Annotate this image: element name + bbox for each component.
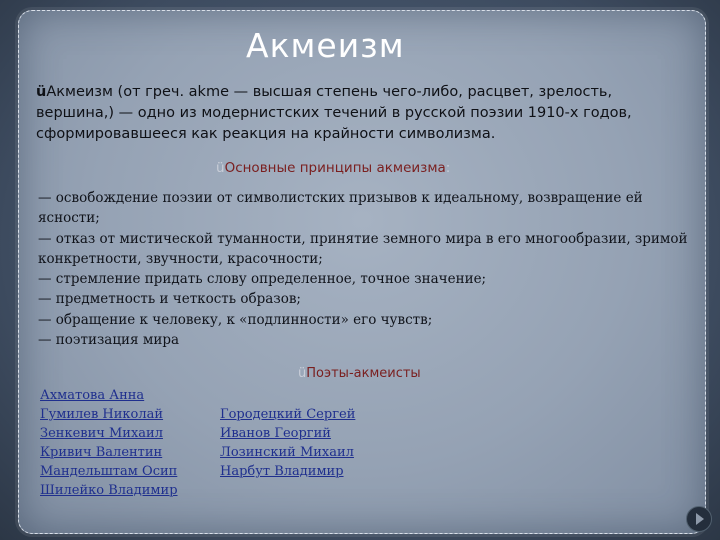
poet-item <box>40 462 178 481</box>
principles-heading-colon: : <box>445 160 451 176</box>
principles-heading <box>216 160 450 176</box>
principle-item: — отказ от мистической туманности, принятие земного мира в его многообразии, зримой конкретности, звучности, красочности; <box>38 230 688 267</box>
poets-heading <box>298 366 421 381</box>
intro-text: Акмеизм (от греч. akme — высшая степень чего-либо, расцвет, зрелость, вершина,) — одно из модернистских течений в русской поэзии 1910-х годов, сформировавшееся как реакция на крайности символизма. <box>36 84 632 142</box>
poet-link-akhmatova[interactable]: Ахматова Анна <box>40 388 145 403</box>
slide-title: Акмеизм <box>246 26 405 65</box>
principle-item: — предметность и четкость образов; <box>38 291 301 308</box>
poet-item <box>220 405 355 424</box>
poet-link-shileyko[interactable]: Шилейко Владимир <box>40 483 178 498</box>
principles-list <box>38 188 698 350</box>
poet-link-mandelstam[interactable]: Мандельштам Осип <box>40 464 178 479</box>
poets-list-left <box>40 386 178 500</box>
intro-paragraph <box>36 82 686 145</box>
poet-link-gorodetsky[interactable]: Городецкий Сергей <box>220 407 356 422</box>
poet-item <box>40 386 178 405</box>
poet-link-lozinsky[interactable]: Лозинский Михаил <box>220 445 354 460</box>
check-icon: ü <box>216 160 225 176</box>
poet-item <box>40 481 178 500</box>
poet-item <box>40 443 178 462</box>
poet-item <box>40 424 178 443</box>
poet-item <box>40 405 178 424</box>
poet-link-narbut[interactable]: Нарбут Владимир <box>220 464 344 479</box>
poets-heading-text: Поэты-акмеисты <box>306 366 421 381</box>
poet-item <box>220 424 355 443</box>
poet-link-krivich[interactable]: Кривич Валентин <box>40 445 163 460</box>
poet-item <box>220 462 355 481</box>
poets-list-right <box>220 405 355 481</box>
principle-item: — обращение к человеку, к «подлинности» его чувств; <box>38 311 433 328</box>
poet-item <box>220 443 355 462</box>
poet-link-gumilev[interactable]: Гумилев Николай <box>40 407 164 422</box>
check-icon: ü <box>36 84 47 100</box>
next-slide-arrow-icon[interactable] <box>686 506 712 532</box>
poet-link-zenkevich[interactable]: Зенкевич Михаил <box>40 426 163 441</box>
principle-item: — стремление придать слову определенное, точное значение; <box>38 271 487 288</box>
check-icon: ü <box>298 366 307 381</box>
poet-link-ivanov[interactable]: Иванов Георгий <box>220 426 331 441</box>
principle-item: — поэтизация мира <box>38 332 180 349</box>
principle-item: — освобождение поэзии от символистских призывов к идеальному, возвращение ей ясности; <box>38 190 643 227</box>
principles-heading-text: Основные принципы акмеизма <box>224 160 446 176</box>
